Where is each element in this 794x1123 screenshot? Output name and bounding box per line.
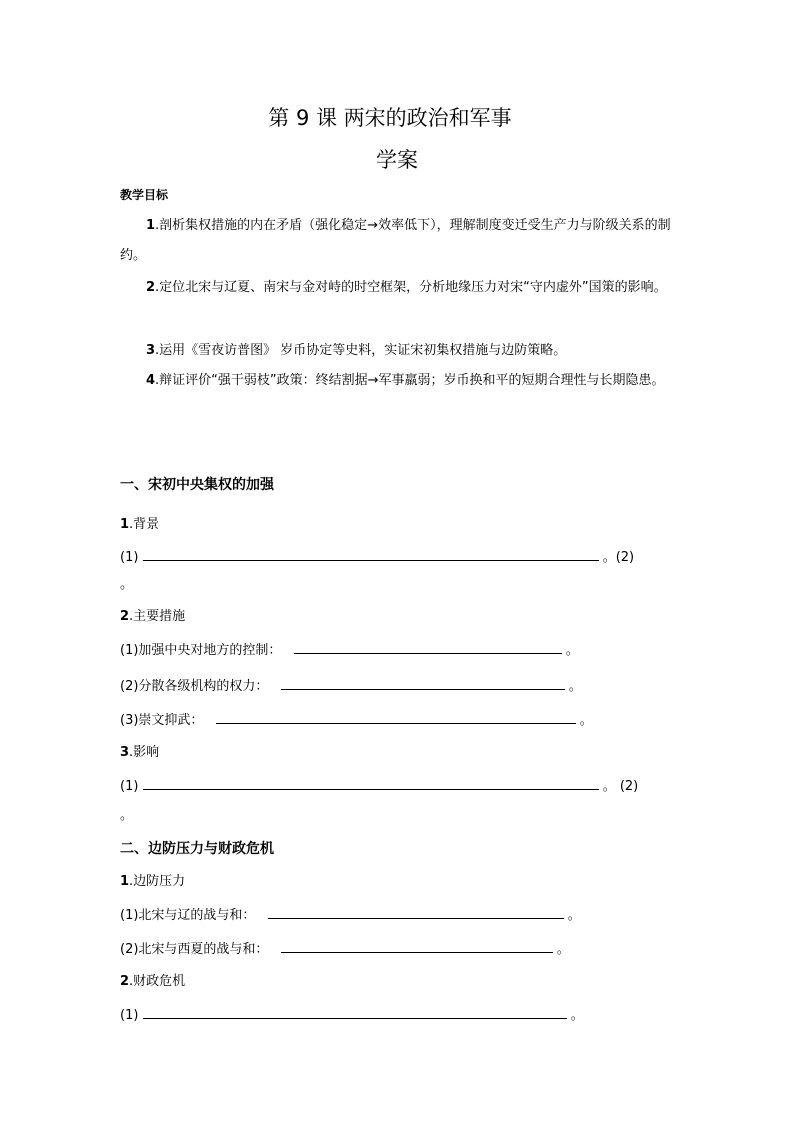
- item-end: 。: [568, 679, 582, 694]
- subheading-number: 1: [120, 517, 130, 532]
- border-blank-2[interactable]: [281, 937, 553, 953]
- item-end: 。: [556, 942, 570, 957]
- border-label: (2)北宋与西夏的战与和：: [120, 942, 269, 957]
- objective-text: .定位北宋与辽夏、南宋与金对峙的时空框架，分析地缘压力对宋“守内虚外”国策的影响。: [155, 280, 667, 295]
- page-title: 第 9 课 两宋的政治和军事: [268, 106, 512, 130]
- subheading-measures: [120, 607, 185, 627]
- item-marker: (1): [120, 550, 139, 565]
- objective-number: 2: [146, 280, 156, 295]
- item-end: 。: [567, 908, 581, 923]
- border-label: (1)北宋与辽的战与和：: [120, 908, 256, 923]
- objective-item-4: [120, 366, 680, 396]
- page-subtitle: 学案: [376, 148, 418, 172]
- impact-answer-row: [120, 774, 638, 796]
- subheading-label: .主要措施: [129, 609, 186, 624]
- background-answer-row: [120, 545, 634, 567]
- measure-row-3: [120, 708, 593, 730]
- item-marker: (1): [120, 779, 139, 794]
- subheading-impact: [120, 743, 159, 763]
- item-marker: 。 (2): [602, 779, 639, 794]
- measure-blank-1[interactable]: [294, 638, 562, 654]
- item-end: 。: [579, 713, 593, 728]
- objective-item-3: [120, 336, 680, 366]
- border-row-1: [120, 903, 581, 925]
- section-heading-1: 一、宋初中央集权的加强: [120, 477, 274, 493]
- objective-item-2: [120, 273, 680, 303]
- subheading-number: 2: [120, 974, 130, 989]
- finance-answer-row: [120, 1003, 584, 1025]
- impact-answer-blank-1[interactable]: [143, 774, 599, 790]
- background-answer-blank-1[interactable]: [143, 545, 599, 561]
- background-answer-continuation: 。: [120, 577, 134, 592]
- border-row-2: [120, 937, 570, 959]
- subheading-label: .影响: [129, 745, 160, 760]
- item-end: 。: [565, 643, 579, 658]
- measure-label: (3)崇文抑武：: [120, 713, 204, 728]
- measure-blank-2[interactable]: [281, 674, 565, 690]
- objectives-heading: 教学目标: [120, 188, 169, 202]
- objective-text: .剖析集权措施的内在矛盾（强化稳定→效率低下），理解制度变迁受生产力与阶级关系的制约。: [120, 218, 671, 263]
- border-blank-1[interactable]: [268, 903, 564, 919]
- measure-blank-3[interactable]: [216, 708, 576, 724]
- item-marker: 。(2): [602, 550, 635, 565]
- measure-row-2: [120, 674, 582, 696]
- impact-answer-continuation: 。: [120, 808, 134, 823]
- item-end: 。: [570, 1008, 584, 1023]
- objective-number: 4: [146, 373, 156, 388]
- subheading-background: [120, 515, 159, 535]
- objective-text: .运用《雪夜访普图》 岁币协定等史料，实证宋初集权措施与边防策略。: [155, 343, 567, 358]
- subheading-number: 3: [120, 745, 130, 760]
- measure-label: (2)分散各级机构的权力：: [120, 679, 269, 694]
- subheading-label: .财政危机: [129, 974, 186, 989]
- subheading-label: .边防压力: [129, 874, 186, 889]
- measure-row-1: [120, 638, 579, 660]
- item-marker: (1): [120, 1008, 139, 1023]
- subheading-label: .背景: [129, 517, 160, 532]
- objective-number: 1: [146, 218, 156, 233]
- section-heading-2: 二、边防压力与财政危机: [120, 841, 274, 857]
- measure-label: (1)加强中央对地方的控制：: [120, 643, 282, 658]
- objective-text: .辩证评价“强干弱枝”政策：终结割据→军事羸弱；岁币换和平的短期合理性与长期隐患。: [155, 373, 665, 388]
- subheading-number: 1: [120, 874, 130, 889]
- objective-number: 3: [146, 343, 156, 358]
- subheading-border-pressure: [120, 872, 185, 892]
- finance-answer-blank-1[interactable]: [143, 1003, 567, 1019]
- subheading-number: 2: [120, 609, 130, 624]
- subheading-finance-crisis: [120, 972, 185, 992]
- objective-item-1: [120, 211, 680, 271]
